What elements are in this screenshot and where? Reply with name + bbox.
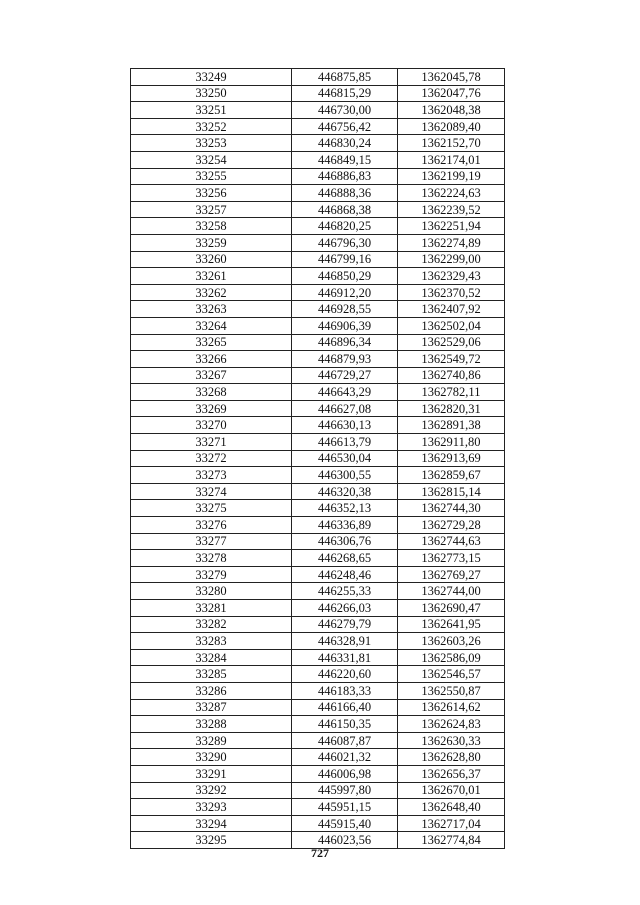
table-row: [131, 716, 505, 733]
point-id-cell: 33258: [131, 218, 292, 235]
table-row: [131, 583, 505, 600]
point-id-cell: 33286: [131, 682, 292, 699]
y-coordinate-cell: 1362299,00: [398, 251, 505, 268]
y-coordinate-cell: 1362603,26: [398, 633, 505, 650]
y-coordinate-cell: 1362224,63: [398, 185, 505, 202]
y-coordinate-cell: 1362670,01: [398, 782, 505, 799]
table-row: [131, 367, 505, 384]
table-row: [131, 699, 505, 716]
x-coordinate-cell: 446087,87: [292, 732, 398, 749]
point-id-cell: 33264: [131, 317, 292, 334]
x-coordinate-cell: 446879,93: [292, 351, 398, 368]
table-row: [131, 450, 505, 467]
y-coordinate-cell: 1362614,62: [398, 699, 505, 716]
y-coordinate-cell: 1362744,63: [398, 533, 505, 550]
table-row: [131, 649, 505, 666]
table-row: [131, 301, 505, 318]
y-coordinate-cell: 1362774,84: [398, 832, 505, 849]
y-coordinate-cell: 1362586,09: [398, 649, 505, 666]
x-coordinate-cell: 446928,55: [292, 301, 398, 318]
x-coordinate-cell: 446306,76: [292, 533, 398, 550]
x-coordinate-cell: 446888,36: [292, 185, 398, 202]
y-coordinate-cell: 1362529,06: [398, 334, 505, 351]
table-row: [131, 600, 505, 617]
y-coordinate-cell: 1362744,30: [398, 500, 505, 517]
point-id-cell: 33252: [131, 118, 292, 135]
point-id-cell: 33273: [131, 467, 292, 484]
x-coordinate-cell: 446630,13: [292, 417, 398, 434]
table-row: [131, 633, 505, 650]
point-id-cell: 33251: [131, 102, 292, 119]
table-row: [131, 550, 505, 567]
point-id-cell: 33249: [131, 69, 292, 86]
point-id-cell: 33277: [131, 533, 292, 550]
y-coordinate-cell: 1362089,40: [398, 118, 505, 135]
y-coordinate-cell: 1362407,92: [398, 301, 505, 318]
point-id-cell: 33266: [131, 351, 292, 368]
coordinates-table: [130, 68, 505, 849]
y-coordinate-cell: 1362690,47: [398, 600, 505, 617]
table-row: [131, 400, 505, 417]
y-coordinate-cell: 1362648,40: [398, 799, 505, 816]
point-id-cell: 33267: [131, 367, 292, 384]
table-row: [131, 234, 505, 251]
y-coordinate-cell: 1362174,01: [398, 151, 505, 168]
point-id-cell: 33268: [131, 384, 292, 401]
y-coordinate-cell: 1362773,15: [398, 550, 505, 567]
y-coordinate-cell: 1362641,95: [398, 616, 505, 633]
point-id-cell: 33285: [131, 666, 292, 683]
point-id-cell: 33283: [131, 633, 292, 650]
point-id-cell: 33276: [131, 517, 292, 534]
table-row: [131, 749, 505, 766]
point-id-cell: 33284: [131, 649, 292, 666]
x-coordinate-cell: 446896,34: [292, 334, 398, 351]
table-row: [131, 69, 505, 86]
point-id-cell: 33269: [131, 400, 292, 417]
point-id-cell: 33281: [131, 600, 292, 617]
x-coordinate-cell: 446320,38: [292, 483, 398, 500]
point-id-cell: 33274: [131, 483, 292, 500]
x-coordinate-cell: 446248,46: [292, 566, 398, 583]
x-coordinate-cell: 446730,00: [292, 102, 398, 119]
point-id-cell: 33288: [131, 716, 292, 733]
x-coordinate-cell: 446815,29: [292, 85, 398, 102]
table-row: [131, 682, 505, 699]
y-coordinate-cell: 1362152,70: [398, 135, 505, 152]
point-id-cell: 33271: [131, 434, 292, 451]
y-coordinate-cell: 1362549,72: [398, 351, 505, 368]
table-row: [131, 566, 505, 583]
table-row: [131, 799, 505, 816]
point-id-cell: 33270: [131, 417, 292, 434]
y-coordinate-cell: 1362820,31: [398, 400, 505, 417]
point-id-cell: 33255: [131, 168, 292, 185]
table-row: [131, 533, 505, 550]
y-coordinate-cell: 1362550,87: [398, 682, 505, 699]
x-coordinate-cell: 446868,38: [292, 201, 398, 218]
table-row: [131, 483, 505, 500]
point-id-cell: 33265: [131, 334, 292, 351]
x-coordinate-cell: 446266,03: [292, 600, 398, 617]
x-coordinate-cell: 446613,79: [292, 434, 398, 451]
y-coordinate-cell: 1362329,43: [398, 268, 505, 285]
x-coordinate-cell: 446220,60: [292, 666, 398, 683]
y-coordinate-cell: 1362048,38: [398, 102, 505, 119]
point-id-cell: 33278: [131, 550, 292, 567]
x-coordinate-cell: 446906,39: [292, 317, 398, 334]
y-coordinate-cell: 1362239,52: [398, 201, 505, 218]
point-id-cell: 33272: [131, 450, 292, 467]
point-id-cell: 33291: [131, 765, 292, 782]
y-coordinate-cell: 1362891,38: [398, 417, 505, 434]
table-row: [131, 268, 505, 285]
point-id-cell: 33279: [131, 566, 292, 583]
y-coordinate-cell: 1362199,19: [398, 168, 505, 185]
y-coordinate-cell: 1362744,00: [398, 583, 505, 600]
x-coordinate-cell: 446268,65: [292, 550, 398, 567]
x-coordinate-cell: 446255,33: [292, 583, 398, 600]
y-coordinate-cell: 1362740,86: [398, 367, 505, 384]
y-coordinate-cell: 1362630,33: [398, 732, 505, 749]
point-id-cell: 33261: [131, 268, 292, 285]
x-coordinate-cell: 446912,20: [292, 284, 398, 301]
table-row: [131, 118, 505, 135]
table-row: [131, 351, 505, 368]
x-coordinate-cell: 446352,13: [292, 500, 398, 517]
x-coordinate-cell: 446183,33: [292, 682, 398, 699]
y-coordinate-cell: 1362815,14: [398, 483, 505, 500]
y-coordinate-cell: 1362769,27: [398, 566, 505, 583]
point-id-cell: 33280: [131, 583, 292, 600]
table-row: [131, 384, 505, 401]
y-coordinate-cell: 1362274,89: [398, 234, 505, 251]
table-row: [131, 666, 505, 683]
point-id-cell: 33263: [131, 301, 292, 318]
table-row: [131, 201, 505, 218]
y-coordinate-cell: 1362717,04: [398, 815, 505, 832]
table-row: [131, 251, 505, 268]
x-coordinate-cell: 446886,83: [292, 168, 398, 185]
point-id-cell: 33259: [131, 234, 292, 251]
x-coordinate-cell: 446166,40: [292, 699, 398, 716]
x-coordinate-cell: 446006,98: [292, 765, 398, 782]
table-row: [131, 616, 505, 633]
table-row: [131, 765, 505, 782]
table-row: [131, 284, 505, 301]
point-id-cell: 33262: [131, 284, 292, 301]
table-row: [131, 782, 505, 799]
table-row: [131, 500, 505, 517]
y-coordinate-cell: 1362546,57: [398, 666, 505, 683]
point-id-cell: 33254: [131, 151, 292, 168]
x-coordinate-cell: 446643,29: [292, 384, 398, 401]
x-coordinate-cell: 446336,89: [292, 517, 398, 534]
x-coordinate-cell: 446279,79: [292, 616, 398, 633]
point-id-cell: 33257: [131, 201, 292, 218]
table-row: [131, 85, 505, 102]
y-coordinate-cell: 1362913,69: [398, 450, 505, 467]
point-id-cell: 33294: [131, 815, 292, 832]
point-id-cell: 33253: [131, 135, 292, 152]
y-coordinate-cell: 1362045,78: [398, 69, 505, 86]
point-id-cell: 33282: [131, 616, 292, 633]
y-coordinate-cell: 1362370,52: [398, 284, 505, 301]
x-coordinate-cell: 446796,30: [292, 234, 398, 251]
y-coordinate-cell: 1362911,80: [398, 434, 505, 451]
x-coordinate-cell: 446328,91: [292, 633, 398, 650]
point-id-cell: 33292: [131, 782, 292, 799]
x-coordinate-cell: 446849,15: [292, 151, 398, 168]
x-coordinate-cell: 446799,16: [292, 251, 398, 268]
x-coordinate-cell: 446875,85: [292, 69, 398, 86]
table-row: [131, 185, 505, 202]
x-coordinate-cell: 446627,08: [292, 400, 398, 417]
point-id-cell: 33289: [131, 732, 292, 749]
table-row: [131, 334, 505, 351]
x-coordinate-cell: 446150,35: [292, 716, 398, 733]
table-row: [131, 218, 505, 235]
point-id-cell: 33275: [131, 500, 292, 517]
x-coordinate-cell: 446023,56: [292, 832, 398, 849]
coordinates-table-body: [131, 69, 505, 849]
x-coordinate-cell: 446850,29: [292, 268, 398, 285]
x-coordinate-cell: 446530,04: [292, 450, 398, 467]
y-coordinate-cell: 1362251,94: [398, 218, 505, 235]
y-coordinate-cell: 1362047,76: [398, 85, 505, 102]
x-coordinate-cell: 446830,24: [292, 135, 398, 152]
x-coordinate-cell: 446756,42: [292, 118, 398, 135]
table-row: [131, 417, 505, 434]
y-coordinate-cell: 1362782,11: [398, 384, 505, 401]
table-row: [131, 732, 505, 749]
table-row: [131, 317, 505, 334]
point-id-cell: 33250: [131, 85, 292, 102]
table-row: [131, 434, 505, 451]
y-coordinate-cell: 1362729,28: [398, 517, 505, 534]
x-coordinate-cell: 445951,15: [292, 799, 398, 816]
table-row: [131, 168, 505, 185]
y-coordinate-cell: 1362859,67: [398, 467, 505, 484]
table-row: [131, 517, 505, 534]
y-coordinate-cell: 1362656,37: [398, 765, 505, 782]
page-number: 727: [311, 846, 329, 860]
table-row: [131, 151, 505, 168]
point-id-cell: 33290: [131, 749, 292, 766]
x-coordinate-cell: 446300,55: [292, 467, 398, 484]
x-coordinate-cell: 445997,80: [292, 782, 398, 799]
x-coordinate-cell: 445915,40: [292, 815, 398, 832]
x-coordinate-cell: 446331,81: [292, 649, 398, 666]
point-id-cell: 33287: [131, 699, 292, 716]
point-id-cell: 33295: [131, 832, 292, 849]
table-row: [131, 467, 505, 484]
table-row: [131, 135, 505, 152]
point-id-cell: 33293: [131, 799, 292, 816]
x-coordinate-cell: 446820,25: [292, 218, 398, 235]
point-id-cell: 33260: [131, 251, 292, 268]
x-coordinate-cell: 446729,27: [292, 367, 398, 384]
table-row: [131, 102, 505, 119]
x-coordinate-cell: 446021,32: [292, 749, 398, 766]
point-id-cell: 33256: [131, 185, 292, 202]
y-coordinate-cell: 1362628,80: [398, 749, 505, 766]
table-row: [131, 815, 505, 832]
y-coordinate-cell: 1362502,04: [398, 317, 505, 334]
y-coordinate-cell: 1362624,83: [398, 716, 505, 733]
